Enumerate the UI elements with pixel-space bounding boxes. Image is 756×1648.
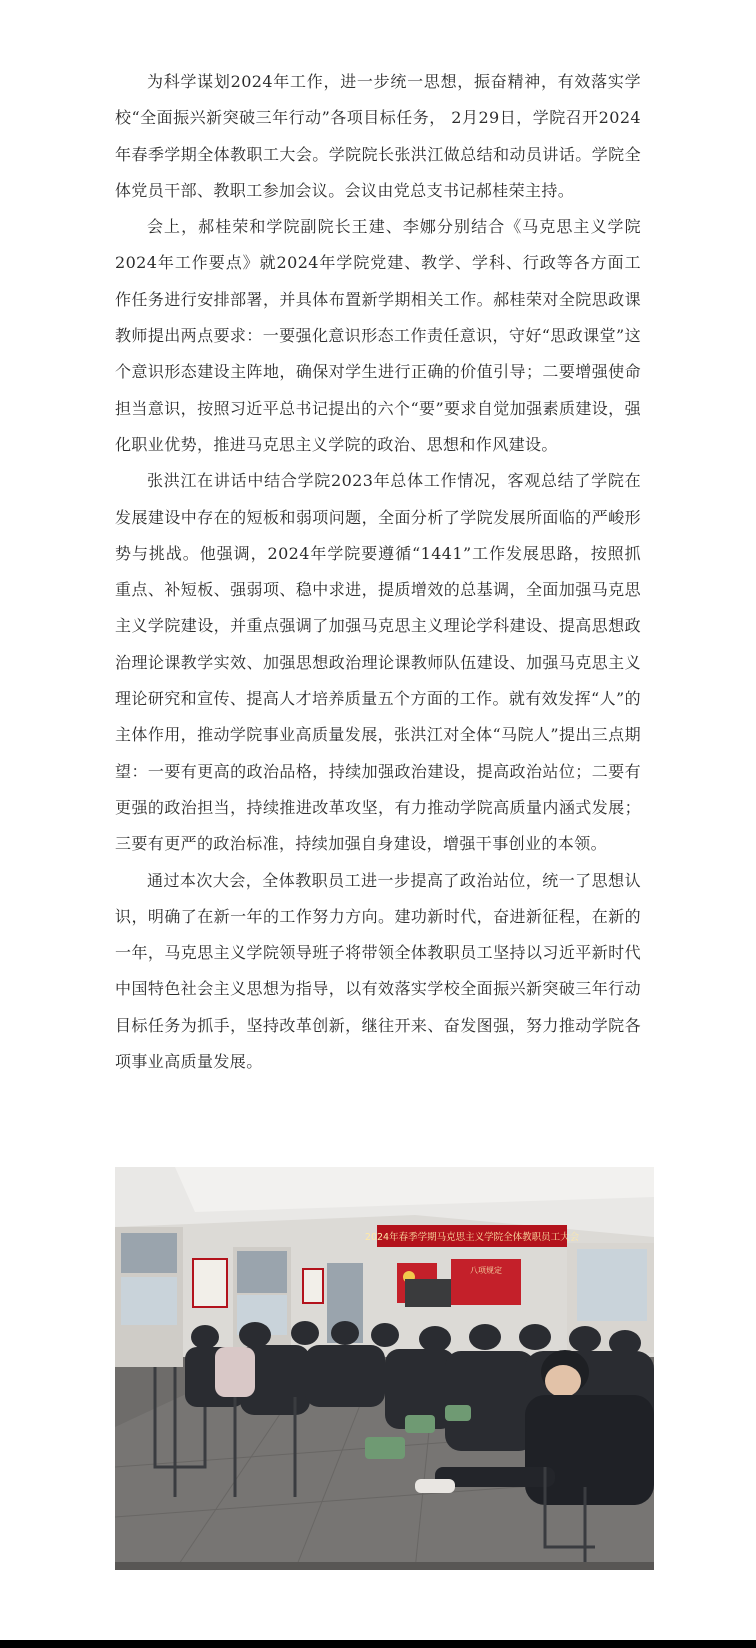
board-text: 八项规定 xyxy=(470,1266,502,1275)
article-body xyxy=(115,64,641,1080)
bottom-edge-bar xyxy=(0,1640,756,1648)
paragraph-1: 为科学谋划2024年工作，进一步统一思想，振奋精神，有效落实学校“全面振兴新突破三年行动”各项目标任务， 2月29日，学院召开2024年春季学期全体教职工大会。学院院长张洪江做总结和动员讲话。学院全体党员干部、教职工参加会议。会议由党总支书记郝桂荣主持。 xyxy=(115,72,641,200)
banner-text: 2024年春季学期马克思主义学院全体教职员工大会 xyxy=(364,1232,580,1243)
paragraph-4: 通过本次大会，全体教职员工进一步提高了政治站位，统一了思想认识，明确了在新一年的工作努力方向。建功新时代，奋进新征程，在新的一年，马克思主义学院领导班子将带领全体教职员工坚持以习近平新时代中国特色社会主义思想为指导，以有效落实学校全面振兴新突破三年行动目标任务为抓手，坚持改革创新，继往开来、奋发图强，努力推动学院各项事业高质量发展。 xyxy=(115,870,641,1072)
paragraph-2: 会上，郝桂荣和学院副院长王建、李娜分别结合《马克思主义学院2024年工作要点》就2024年学院党建、教学、学科、行政等各方面工作任务进行安排部署，并具体布置新学期相关工作。郝桂荣对全院思政课教师提出两点要求：一要强化意识形态工作责任意识，守好“思政课堂”这个意识形态建设主阵地，确保对学生进行正确的价值引导；二要增强使命担当意识，按照习近平总书记提出的六个“要”要求自觉加强素质建设，强化职业优势，推进马克思主义学院的政治、思想和作风建设。 xyxy=(115,217,641,454)
meeting-photo xyxy=(115,1167,654,1570)
paragraph-3: 张洪江在讲话中结合学院2023年总体工作情况，客观总结了学院在发展建设中存在的短板和弱项问题，全面分析了学院发展所面临的严峻形势与挑战。他强调，2024年学院要遵循“1441”工作发展思路，按照抓重点、补短板、强弱项、稳中求进，提质增效的总基调，全面加强马克思主义学院建设，并重点强调了加强马克思主义理论学科建设、提高思想政治理论课教学实效、加强思想政治理论课教师队伍建设、加强马克思主义理论研究和宣传、提高人才培养质量五个方面的工作。就有效发挥“人”的主体作用，推动学院事业高质量发展，张洪江对全体“马院人”提出三点期望：一要有更高的政治品格，持续加强政治建设，提高政治站位；二要有更强的政治担当，持续推进改革攻坚，有力推动学院高质量内涵式发展；三要有更严的政治标准，持续加强自身建设，增强干事创业的本领。 xyxy=(115,471,641,854)
